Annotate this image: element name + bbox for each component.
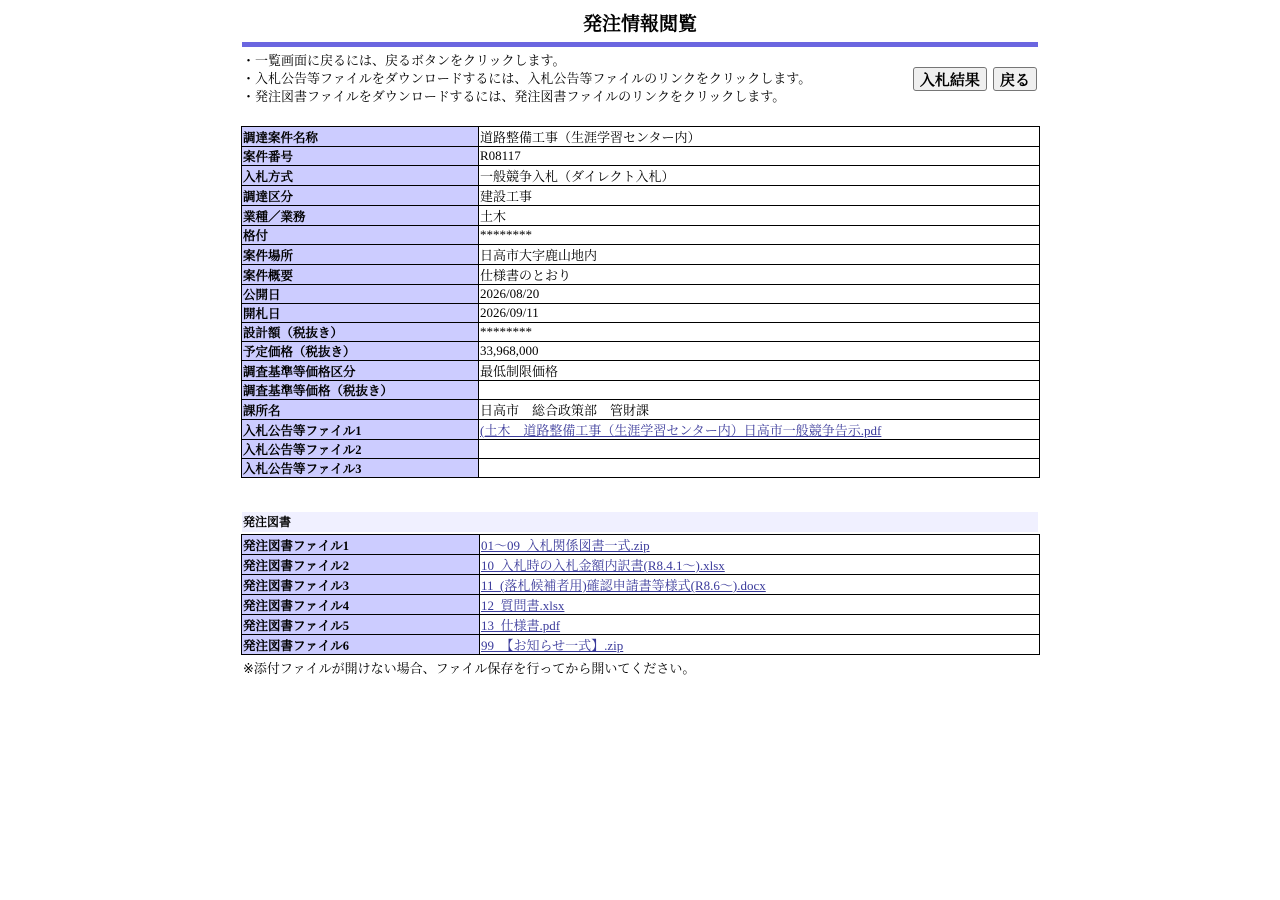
row-value [480,615,1040,635]
table-row [242,400,1040,420]
table-row [242,440,1040,459]
drawing-file-5-link[interactable]: 13_仕様書.pdf [481,618,561,633]
bid-results-button[interactable]: 入札結果 [913,67,987,91]
drawing-file-4-link[interactable]: 12_質問書.xlsx [481,598,565,613]
row-label: 発注図書ファイル3 [242,575,480,595]
table-row [242,420,1040,440]
row-value: R08117 [479,147,1040,166]
row-label: 開札日 [242,304,479,323]
table-row [242,147,1040,166]
row-label: 発注図書ファイル2 [242,555,480,575]
drawing-file-1-link[interactable]: 01～09_入札関係図書一式.zip [481,538,650,553]
instruction-drawing-file: ・発注図書ファイルをダウンロードするには、発注図書ファイルのリンクをクリックします。 [242,90,786,105]
back-button[interactable]: 戻る [993,67,1037,91]
table-row [242,381,1040,400]
row-label: 調査基準等価格区分 [242,361,479,381]
row-label: 入札公告等ファイル1 [242,420,479,440]
table-row [242,615,1040,635]
table-row [242,265,1040,285]
row-label: 入札公告等ファイル3 [242,459,479,478]
table-row [242,206,1040,226]
row-label: 発注図書ファイル5 [242,615,480,635]
drawing-file-6-link[interactable]: 99_【お知らせ一式】.zip [481,638,624,653]
row-label: 案件概要 [242,265,479,285]
row-value: ******** [479,226,1040,245]
row-value: 建設工事 [479,186,1040,206]
table-row [242,535,1040,555]
row-label: 発注図書ファイル4 [242,595,480,615]
row-label: 調達区分 [242,186,479,206]
row-label: 発注図書ファイル1 [242,535,480,555]
table-row [242,555,1040,575]
row-value [480,575,1040,595]
footnote: ※添付ファイルが開けない場合、ファイル保存を行ってから開いてください。 [243,662,696,677]
row-value: 道路整備工事（生涯学習センター内） [479,127,1040,147]
instructions [242,47,1038,121]
row-value [480,535,1040,555]
table-row [242,285,1040,304]
drawing-file-2-link[interactable]: 10_入札時の入札金額内訳書(R8.4.1～).xlsx [481,558,725,573]
table-row [242,226,1040,245]
drawing-file-3-link[interactable]: 11_(落札候補者用)確認申請書等様式(R8.6～).docx [481,578,766,593]
row-value: 最低制限価格 [479,361,1040,381]
row-value: 仕様書のとおり [479,265,1040,285]
row-value: 日高市 総合政策部 管財課 [479,400,1040,420]
order-info-table [241,126,1040,478]
instruction-notice-file: ・入札公告等ファイルをダウンロードするには、入札公告等ファイルのリンクをクリックします。 [242,72,812,87]
drawings-heading [242,512,1038,532]
row-label: 案件番号 [242,147,479,166]
row-value [479,420,1040,440]
row-label: 発注図書ファイル6 [242,635,480,655]
row-label: 公開日 [242,285,479,304]
table-row [242,323,1040,342]
row-value: 2026/08/20 [479,285,1040,304]
drawings-table [241,534,1040,655]
table-row [242,186,1040,206]
row-value: ******** [479,323,1040,342]
row-value: 土木 [479,206,1040,226]
row-value: 一般競争入札（ダイレクト入札） [479,166,1040,186]
table-row [242,635,1040,655]
table-row [242,166,1040,186]
row-value: 2026/09/11 [479,304,1040,323]
table-row [242,361,1040,381]
page-header [242,0,1038,121]
table-row [242,595,1040,615]
row-label: 入札方式 [242,166,479,186]
row-value: 日高市大字鹿山地内 [479,245,1040,265]
row-label: 業種／業務 [242,206,479,226]
row-label: 予定価格（税抜き） [242,342,479,361]
row-value: 33,968,000 [479,342,1040,361]
row-value [479,440,1040,459]
row-label: 調査基準等価格（税抜き） [242,381,479,400]
row-label: 入札公告等ファイル2 [242,440,479,459]
table-row [242,342,1040,361]
row-label: 課所名 [242,400,479,420]
row-value [480,595,1040,615]
drawings-heading-label: 発注図書 [243,515,292,529]
instruction-back: ・一覧画面に戻るには、戻るボタンをクリックします。 [242,54,566,69]
row-label: 案件場所 [242,245,479,265]
row-label: 調達案件名称 [242,127,479,147]
action-buttons [912,67,1037,91]
row-label: 格付 [242,226,479,245]
row-value [479,459,1040,478]
page-title: 発注情報閲覧 [582,13,697,35]
table-row [242,127,1040,147]
row-value [480,635,1040,655]
table-row [242,304,1040,323]
row-value [480,555,1040,575]
notice-file-1-link[interactable]: (土木 道路整備工事（生涯学習センター内）日高市一般競争告示.pdf [480,423,882,438]
table-row [242,245,1040,265]
row-label: 設計額（税抜き） [242,323,479,342]
table-row [242,575,1040,595]
table-row [242,459,1040,478]
row-value [479,381,1040,400]
